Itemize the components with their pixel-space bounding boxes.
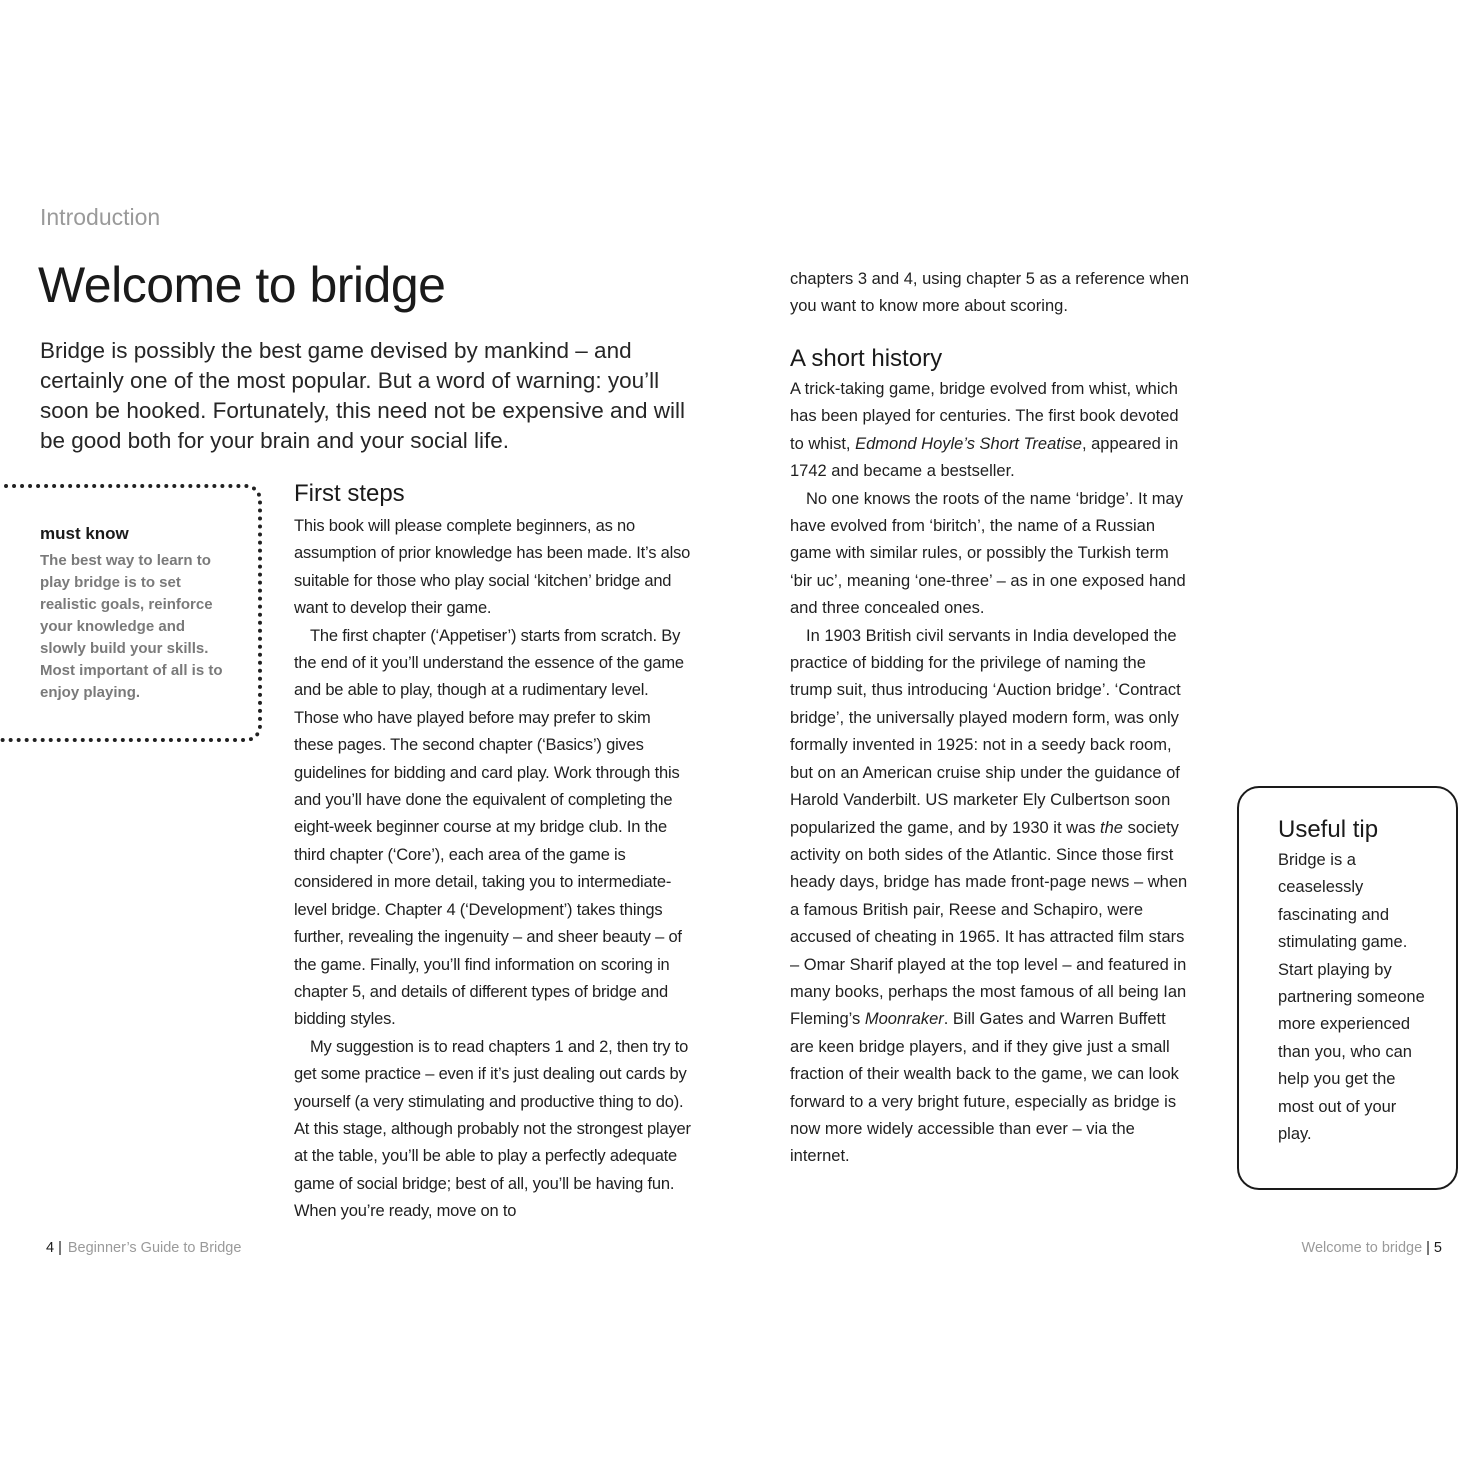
first-steps-continued xyxy=(790,266,1190,321)
useful-tip-heading: Useful tip xyxy=(1278,816,1379,843)
history-paragraph-1: A trick-taking game, bridge evolved from whist, which has been played for centuries. The first book devoted to whist, Edmond Hoyle’s Short Treatise, appeared in 1742 and became a bestseller. xyxy=(790,380,1179,481)
the-emphasis: the xyxy=(1100,818,1123,837)
page-number-left: 4 xyxy=(46,1240,55,1256)
history-heading: A short history xyxy=(790,345,943,372)
chapter-title-footer: Welcome to bridge xyxy=(1301,1240,1423,1256)
must-know-title: must know xyxy=(40,524,129,543)
moonraker-emphasis: Moonraker xyxy=(864,1010,944,1029)
book-title-emphasis: Edmond Hoyle’s Short Treatise xyxy=(855,434,1082,453)
first-steps-column xyxy=(294,513,694,1226)
history-paragraph-2: No one knows the roots of the name ‘bridge’. It may have evolved from ‘biritch’, the name of a Russian game with similar rules, or possibly the Turkish term ‘bir uc’, meaning ‘one-three’ – as in one exposed hand and three concealed ones. xyxy=(790,489,1186,618)
page-number-right: 5 xyxy=(1433,1240,1442,1256)
first-steps-continued-text: chapters 3 and 4, using chapter 5 as a reference when you want to know more about scoring. xyxy=(790,270,1190,316)
history-paragraph-3: In 1903 British civil servants in India developed the practice of bidding for the privilege of naming the trump suit, thus introducing ‘Auction bridge’. ‘Contract bridge’, the universally played modern form, was only formally invented in 1925: not in a seedy back room, but on an American cruise ship under the guidance of Harold Vanderbilt. US marketer Ely Culbertson soon popularized the game, and by 1930 it was the society activity on both sides of the Atlantic. Since those first heady days, bridge has made front-page news – when a famous British pair, Reese and Schapiro, were accused of cheating in 1965. It has attracted film stars – Omar Sharif played at the top level – and featured in many books, perhaps the most famous of all being Ian Fleming’s Moonraker. Bill Gates and Warren Buffett are keen bridge players, and if they give just a small fraction of their wealth back to the game, we can look forward to a very bright future, especially as bridge is now more widely accessible than ever – via the internet. xyxy=(790,626,1188,1166)
first-steps-heading: First steps xyxy=(294,480,405,507)
first-steps-paragraph-3: My suggestion is to read chapters 1 and 2, then try to get some practice – even if it’s just dealing out cards by yourself (a very stimulating and productive thing to do). At this stage, although probably not the strongest player at the table, you’ll be able to play a perfectly adequate game of social bridge; best of all, you’ll be having fun. When you’re ready, move on to xyxy=(294,1037,691,1221)
footer-left xyxy=(46,1240,241,1256)
first-steps-paragraph-1: This book will please complete beginners, as no assumption of prior knowledge has been made. It’s also suitable for those who play social ‘kitchen’ bridge and want to develop their game. xyxy=(294,517,691,618)
footer-right xyxy=(1302,1240,1442,1256)
history-column xyxy=(790,376,1190,1171)
section-label: Introduction xyxy=(40,204,161,230)
footer-separator: | xyxy=(1426,1240,1430,1256)
useful-tip-body: Bridge is a ceaselessly fascinating and stimulating game. Start playing by partnering someone more experienced than you, who can help you get the most out of your play. xyxy=(1278,851,1425,1144)
page-title: Welcome to bridge xyxy=(38,257,446,313)
must-know-body: The best way to learn to play bridge is to set realistic goals, reinforce your knowledge and slowly build your skills. Most important of all is to enjoy playing. xyxy=(40,552,223,701)
intro-paragraph: Bridge is possibly the best game devised by mankind – and certainly one of the most popular. But a word of warning: you’ll soon be hooked. Fortunately, this need not be expensive and will be good both for your brain and your social life. xyxy=(40,338,686,453)
footer-separator: | xyxy=(58,1240,62,1256)
book-title-footer: Beginner’s Guide to Bridge xyxy=(67,1240,242,1256)
first-steps-paragraph-2: The first chapter (‘Appetiser’) starts from scratch. By the end of it you’ll understand the essence of the game and be able to play, though at a rudimentary level. Those who have played before may prefer to skim these pages. The second chapter (‘Basics’) gives guidelines for bidding and card play. Work through this and you’ll have done the equivalent of completing the eight-week beginner course at my bridge club. In the third chapter (‘Core’), each area of the game is considered in more detail, taking you to intermediate-level bridge. Chapter 4 (‘Development’) takes things further, revealing the ingenuity – and sheer beauty – of the game. Finally, you’ll find information on scoring in chapter 5, and details of different types of bridge and bidding styles. xyxy=(294,626,684,1029)
